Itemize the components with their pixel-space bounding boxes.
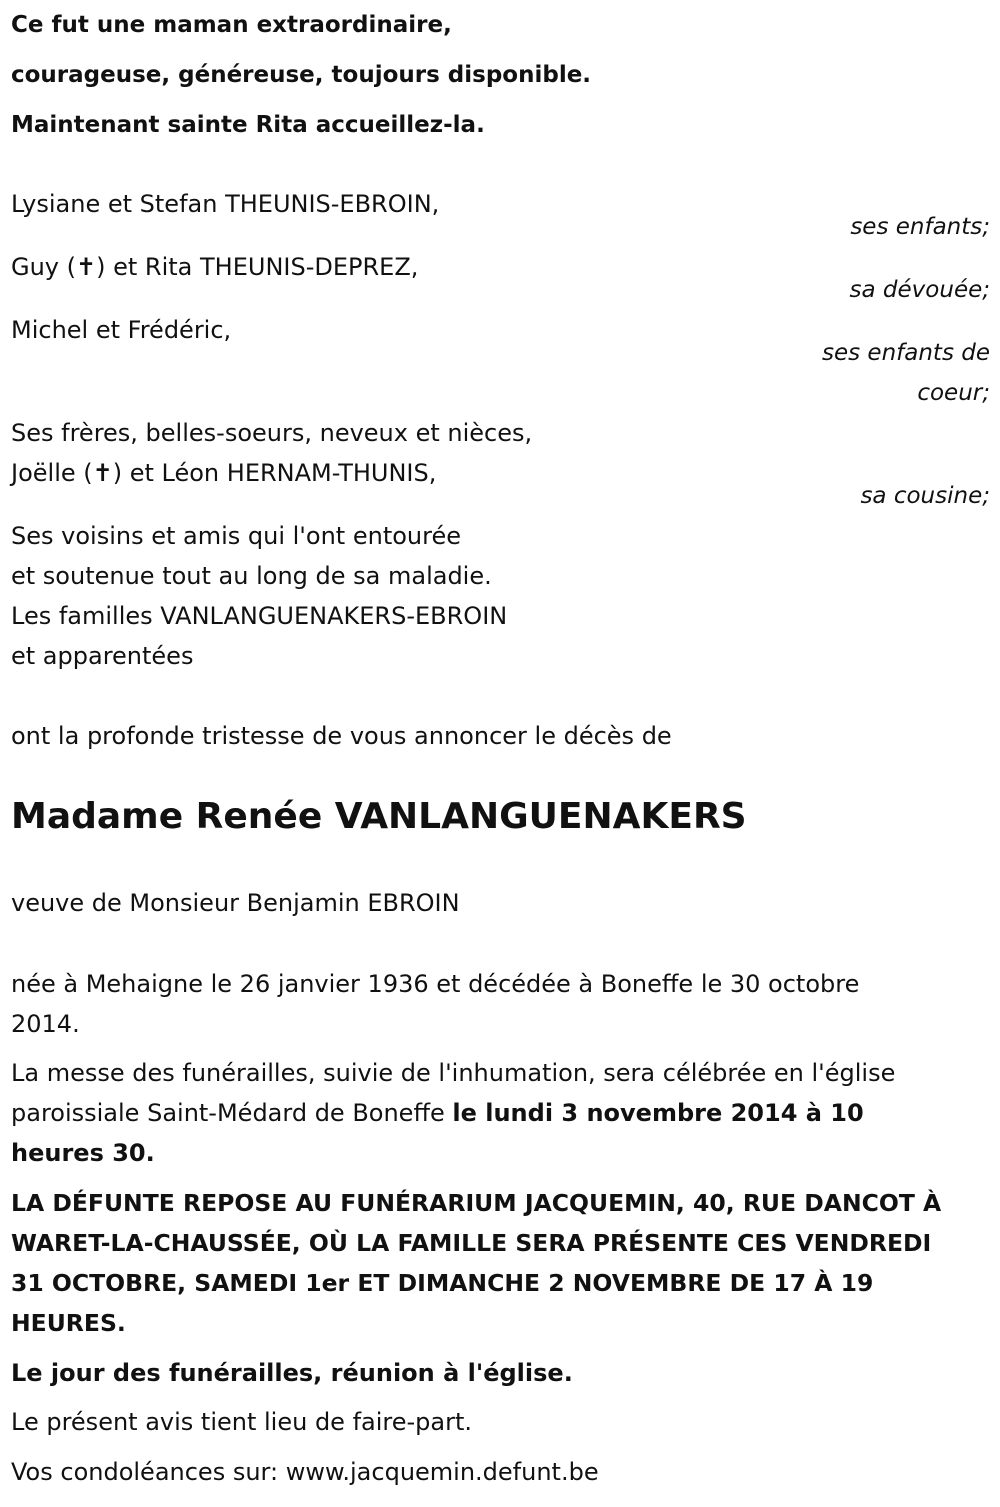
repose-line: 31 OCTOBRE, SAMEDI 1er ET DIMANCHE 2 NOVEMBRE DE 17 À 19 (11, 1269, 874, 1297)
poem-line: courageuse, généreuse, toujours disponible. (11, 62, 592, 88)
family-line: Guy (✝) et Rita THEUNIS-DEPREZ, (11, 253, 419, 281)
repose-line: WARET-LA-CHAUSSÉE, OÙ LA FAMILLE SERA PRÉSENTE CES VENDREDI (11, 1229, 932, 1257)
family-role: coeur; (917, 380, 990, 406)
repose-line: HEURES. (11, 1309, 126, 1337)
widow-of: veuve de Monsieur Benjamin EBROIN (11, 889, 460, 917)
condolences: Vos condoléances sur: www.jacquemin.defunt.be (11, 1458, 599, 1486)
repose-line: LA DÉFUNTE REPOSE AU FUNÉRARIUM JACQUEMIN, 40, RUE DANCOT À (11, 1189, 942, 1217)
family-line: Ses frères, belles-soeurs, neveux et nièces, (11, 419, 533, 447)
family-role: sa dévouée; (849, 277, 990, 303)
family-line: Les familles VANLANGUENAKERS-EBROIN (11, 602, 508, 630)
church-meeting: Le jour des funérailles, réunion à l'église. (11, 1359, 573, 1387)
family-role: ses enfants; (850, 214, 990, 240)
mass-line: La messe des funérailles, suivie de l'inhumation, sera célébrée en l'église (11, 1059, 896, 1087)
family-line: Ses voisins et amis qui l'ont entourée (11, 522, 461, 550)
family-line: et apparentées (11, 642, 194, 670)
poem-line: Ce fut une maman extraordinaire, (11, 12, 452, 38)
deceased-name: Madame Renée VANLANGUENAKERS (11, 796, 747, 837)
mass-line (11, 1099, 864, 1127)
family-role: ses enfants de (822, 340, 990, 366)
family-line: Michel et Frédéric, (11, 316, 232, 344)
family-line: Lysiane et Stefan THEUNIS-EBROIN, (11, 190, 440, 218)
notice: Le présent avis tient lieu de faire-part. (11, 1408, 473, 1436)
mass-date: le lundi 3 novembre 2014 à 10 (452, 1099, 864, 1127)
birth-death-line: née à Mehaigne le 26 janvier 1936 et décédée à Boneffe le 30 octobre (11, 970, 860, 998)
birth-death-line: 2014. (11, 1010, 80, 1038)
mass-location: paroissiale Saint-Médard de Boneffe (11, 1099, 453, 1127)
family-line: Joëlle (✝) et Léon HERNAM-THUNIS, (11, 459, 437, 487)
family-line: et soutenue tout au long de sa maladie. (11, 562, 492, 590)
family-role: sa cousine; (860, 483, 990, 509)
mass-time: heures 30. (11, 1139, 155, 1167)
poem-line: Maintenant sainte Rita accueillez-la. (11, 112, 485, 138)
announcement: ont la profonde tristesse de vous annoncer le décès de (11, 722, 672, 750)
